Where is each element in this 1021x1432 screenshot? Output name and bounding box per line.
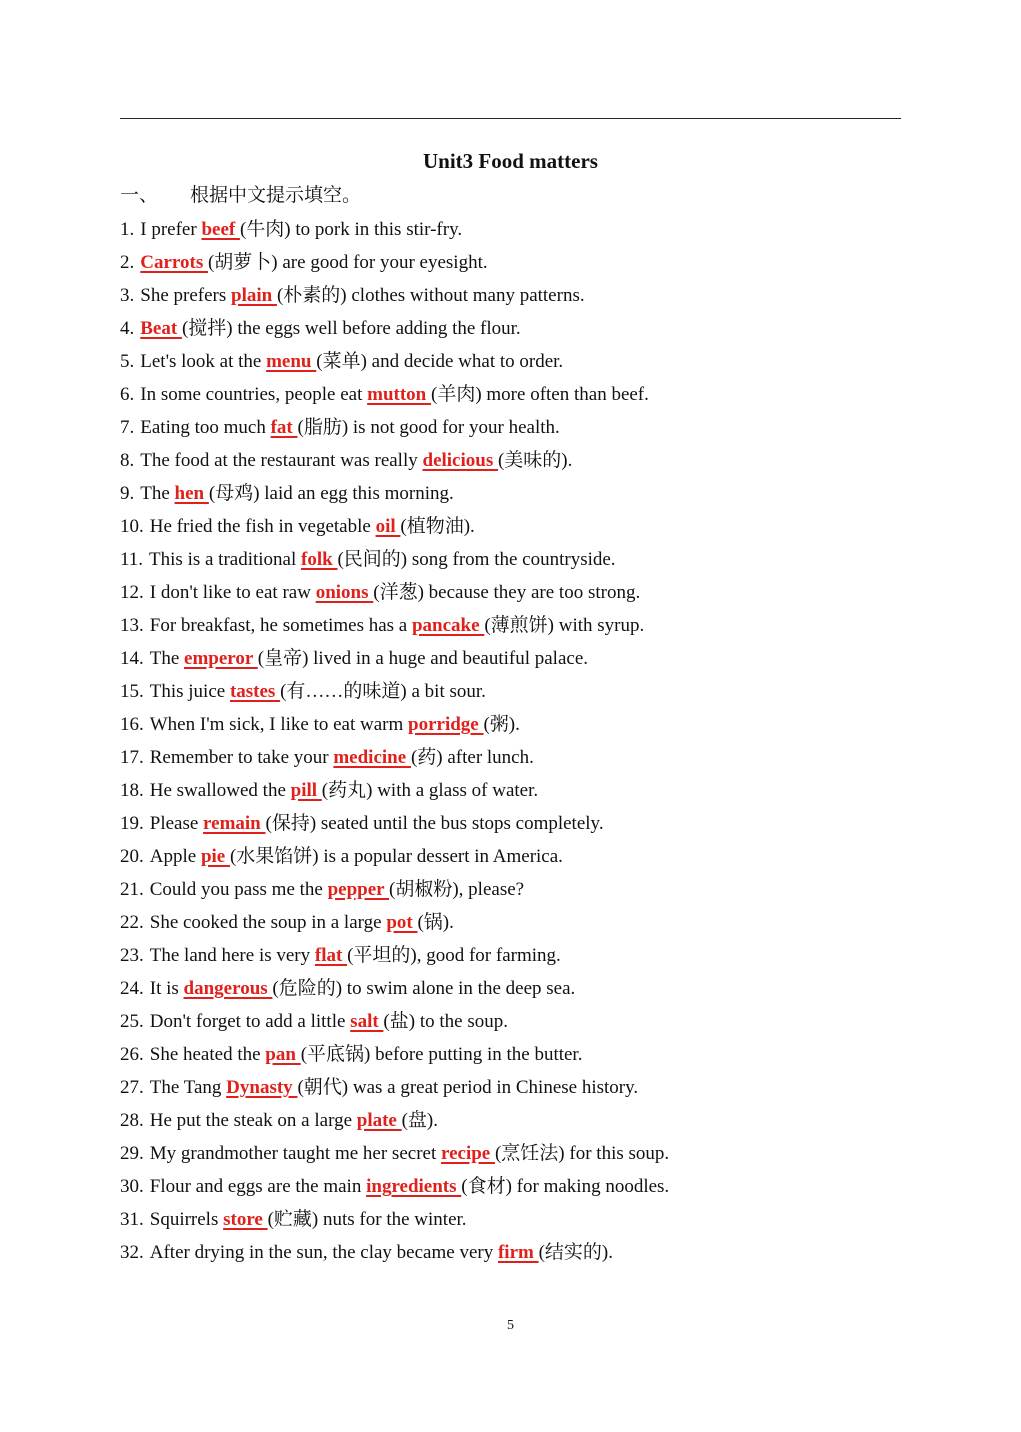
item-text-after: (美味的). [497, 450, 573, 471]
header-rule [120, 118, 901, 119]
section-heading [120, 182, 361, 210]
item-number: 10. [120, 516, 144, 537]
exercise-item [120, 777, 910, 810]
item-text-before: Could you pass me the [149, 879, 328, 900]
item-text-before: My grandmother taught me her secret [149, 1143, 441, 1164]
item-text-before: Don't forget to add a little [149, 1011, 351, 1032]
exercise-item [120, 1008, 910, 1041]
item-number: 20. [120, 846, 144, 867]
item-answer: dangerous [183, 978, 273, 999]
item-text-after: (烹饪法) for this soup. [494, 1143, 670, 1164]
item-text-before: The [149, 648, 185, 669]
exercise-item [120, 1206, 910, 1239]
item-answer: fat [270, 417, 298, 438]
item-text-before: In some countries, people eat [140, 384, 368, 405]
item-text-before: This is a traditional [149, 549, 302, 570]
item-text-after: (盘). [401, 1110, 439, 1131]
item-number: 15. [120, 681, 144, 702]
item-number: 9. [120, 483, 135, 504]
item-text-after: (搅拌) the eggs well before adding the flour. [181, 318, 521, 339]
item-number: 12. [120, 582, 144, 603]
item-answer: hen [174, 483, 209, 504]
item-number: 19. [120, 813, 144, 834]
item-text-before: I don't like to eat raw [149, 582, 316, 603]
exercise-item [120, 249, 910, 282]
exercise-item [120, 216, 910, 249]
item-answer: pot [386, 912, 418, 933]
item-answer: Dynasty [226, 1077, 298, 1098]
item-answer: plain [231, 285, 277, 306]
item-answer: pill [290, 780, 322, 801]
item-answer: remain [203, 813, 266, 834]
item-text-after: (药) after lunch. [410, 747, 534, 768]
item-text-before: After drying in the sun, the clay became very [149, 1242, 498, 1263]
item-text-after: (水果馅饼) is a popular dessert in America. [229, 846, 563, 867]
item-text-before: Remember to take your [149, 747, 334, 768]
exercise-item [120, 315, 910, 348]
item-text-before: He swallowed the [149, 780, 291, 801]
exercise-item [120, 1074, 910, 1107]
exercise-item [120, 579, 910, 612]
item-text-before: Apple [149, 846, 201, 867]
item-text-before: Please [149, 813, 204, 834]
item-text-after: (胡椒粉), please? [389, 879, 525, 900]
item-answer: Carrots [140, 252, 208, 273]
item-text-after: (平坦的), good for farming. [347, 945, 561, 966]
item-text-after: (菜单) and decide what to order. [316, 351, 564, 372]
item-answer: onions [315, 582, 374, 603]
item-number: 32. [120, 1242, 144, 1263]
item-text-after: (皇帝) lived in a huge and beautiful palace. [257, 648, 589, 669]
item-text-before: Flour and eggs are the main [149, 1176, 367, 1197]
item-number: 23. [120, 945, 144, 966]
item-text-before: Eating too much [140, 417, 271, 438]
item-text-before: It is [149, 978, 184, 999]
item-text-before: Let's look at the [140, 351, 267, 372]
section-number: 一、 [120, 185, 159, 206]
item-text-before: She cooked the soup in a large [149, 912, 387, 933]
item-answer: store [223, 1209, 268, 1230]
item-text-after: (民间的) song from the countryside. [337, 549, 616, 570]
item-number: 2. [120, 252, 135, 273]
item-text-before: For breakfast, he sometimes has a [149, 615, 412, 636]
item-text-after: (贮藏) nuts for the winter. [267, 1209, 467, 1230]
exercise-item [120, 1140, 910, 1173]
item-number: 21. [120, 879, 144, 900]
item-answer: menu [266, 351, 317, 372]
item-text-after: (食材) for making noodles. [461, 1176, 670, 1197]
exercise-item [120, 381, 910, 414]
item-answer: Beat [140, 318, 182, 339]
exercise-item [120, 282, 910, 315]
item-text-before: The land here is very [149, 945, 315, 966]
exercise-item [120, 876, 910, 909]
item-text-before: He put the steak on a large [149, 1110, 357, 1131]
item-text-after: (结实的). [538, 1242, 613, 1263]
item-text-after: (危险的) to swim alone in the deep sea. [272, 978, 576, 999]
item-number: 4. [120, 318, 135, 339]
section-instruction: 根据中文提示填空。 [190, 185, 362, 206]
item-answer: emperor [184, 648, 258, 669]
item-text-before: When I'm sick, I like to eat warm [149, 714, 409, 735]
item-text-before: I prefer [140, 219, 202, 240]
item-text-after: (牛肉) to pork in this stir-fry. [239, 219, 463, 240]
item-text-after: (朝代) was a great period in Chinese history. [297, 1077, 639, 1098]
exercise-item [120, 1239, 910, 1272]
item-text-after: (植物油). [400, 516, 475, 537]
item-text-after: (有……的味道) a bit sour. [280, 681, 486, 702]
item-answer: pie [200, 846, 230, 867]
exercise-item [120, 678, 910, 711]
item-text-after: (羊肉) more often than beef. [431, 384, 649, 405]
item-text-before: He fried the fish in vegetable [149, 516, 376, 537]
exercise-item [120, 942, 910, 975]
item-answer: delicious [422, 450, 498, 471]
item-answer: pancake [411, 615, 485, 636]
exercise-item [120, 348, 910, 381]
exercise-item [120, 1107, 910, 1140]
item-answer: salt [350, 1011, 384, 1032]
item-number: 18. [120, 780, 144, 801]
item-text-before: The food at the restaurant was really [140, 450, 423, 471]
exercise-item [120, 414, 910, 447]
item-text-before: Squirrels [149, 1209, 224, 1230]
exercise-item [120, 513, 910, 546]
item-number: 8. [120, 450, 135, 471]
item-number: 7. [120, 417, 135, 438]
item-text-before: She prefers [140, 285, 231, 306]
exercise-item [120, 711, 910, 744]
item-answer: firm [497, 1242, 539, 1263]
item-answer: medicine [333, 747, 411, 768]
item-answer: plate [356, 1110, 402, 1131]
item-text-after: (平底锅) before putting in the butter. [300, 1044, 583, 1065]
exercise-item [120, 447, 910, 480]
exercise-item [120, 1173, 910, 1206]
item-text-after: (粥). [483, 714, 520, 735]
item-text-after: (胡萝卜) are good for your eyesight. [207, 252, 488, 273]
item-answer: flat [314, 945, 348, 966]
item-number: 29. [120, 1143, 144, 1164]
item-number: 11. [120, 549, 144, 570]
item-text-after: (脂肪) is not good for your health. [297, 417, 560, 438]
exercise-list [120, 216, 910, 1272]
item-number: 13. [120, 615, 144, 636]
exercise-item [120, 744, 910, 777]
item-number: 25. [120, 1011, 144, 1032]
item-answer: oil [375, 516, 401, 537]
item-text-after: (母鸡) laid an egg this morning. [208, 483, 454, 504]
item-answer: tastes [229, 681, 281, 702]
item-number: 28. [120, 1110, 144, 1131]
item-answer: pan [265, 1044, 301, 1065]
item-text-before: This juice [149, 681, 230, 702]
item-text-after: (薄煎饼) with syrup. [484, 615, 645, 636]
item-number: 31. [120, 1209, 144, 1230]
exercise-item [120, 480, 910, 513]
item-text-after: (保持) seated until the bus stops completely. [265, 813, 604, 834]
item-answer: folk [301, 549, 338, 570]
item-answer: mutton [367, 384, 431, 405]
exercise-item [120, 975, 910, 1008]
exercise-item [120, 843, 910, 876]
item-number: 17. [120, 747, 144, 768]
item-answer: ingredients [366, 1176, 462, 1197]
exercise-item [120, 546, 910, 579]
exercise-item [120, 1041, 910, 1074]
item-text-after: (朴素的) clothes without many patterns. [276, 285, 585, 306]
item-answer: recipe [440, 1143, 495, 1164]
item-text-before: The [140, 483, 175, 504]
item-text-after: (锅). [417, 912, 454, 933]
item-answer: porridge [408, 714, 484, 735]
item-text-after: (药丸) with a glass of water. [321, 780, 539, 801]
item-text-after: (盐) to the soup. [383, 1011, 508, 1032]
item-number: 16. [120, 714, 144, 735]
item-number: 5. [120, 351, 135, 372]
exercise-item [120, 909, 910, 942]
item-text-before: The Tang [149, 1077, 227, 1098]
page-title: Unit3 Food matters [423, 149, 598, 173]
item-number: 1. [120, 219, 135, 240]
item-number: 26. [120, 1044, 144, 1065]
item-number: 27. [120, 1077, 144, 1098]
item-answer: pepper [327, 879, 390, 900]
exercise-item [120, 612, 910, 645]
item-number: 24. [120, 978, 144, 999]
item-number: 22. [120, 912, 144, 933]
item-text-before: She heated the [149, 1044, 266, 1065]
exercise-item [120, 645, 910, 678]
page-number: 5 [507, 1318, 514, 1333]
item-number: 30. [120, 1176, 144, 1197]
item-answer: beef [201, 219, 240, 240]
item-number: 14. [120, 648, 144, 669]
item-number: 6. [120, 384, 135, 405]
exercise-item [120, 810, 910, 843]
item-text-after: (洋葱) because they are too strong. [373, 582, 641, 603]
item-number: 3. [120, 285, 135, 306]
